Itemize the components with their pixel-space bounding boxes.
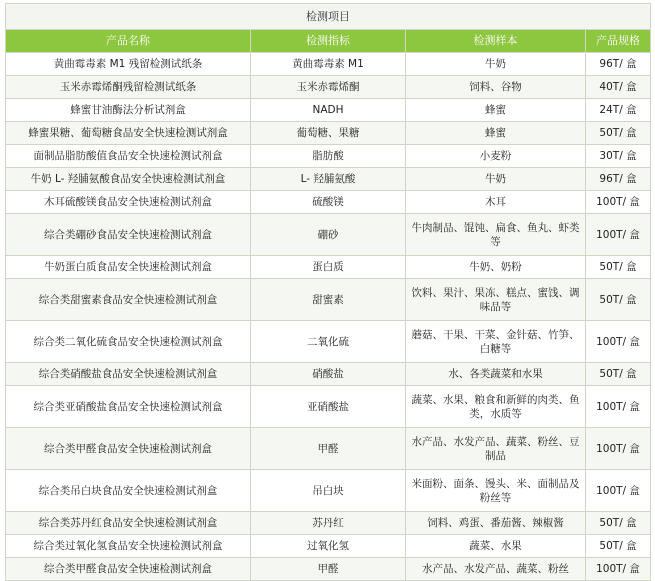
test-sample-cell: 木耳: [406, 191, 586, 214]
product-name-cell: 综合类亚硝酸盐食品安全快速检测试剂盒: [6, 386, 251, 428]
test-index-cell: 苏丹红: [251, 512, 406, 535]
table-row: [6, 76, 651, 99]
table-row: [6, 279, 651, 321]
table-row: [6, 535, 651, 558]
test-index-cell: L- 羟脯氨酸: [251, 168, 406, 191]
test-index-cell: 二氧化硫: [251, 321, 406, 363]
product-name-cell: 综合类二氧化硫食品安全快速检测试剂盒: [6, 321, 251, 363]
test-index-cell: 蛋白质: [251, 256, 406, 279]
product-spec-cell: 30T/ 盒: [586, 145, 651, 168]
test-sample-cell: 蘑菇、干果、干菜、金针菇、竹笋、白糖等: [406, 321, 586, 363]
test-index-cell: 过氧化氢: [251, 535, 406, 558]
table-row: [6, 256, 651, 279]
product-spec-cell: 100T/ 盒: [586, 428, 651, 470]
product-name-cell: 木耳硫酸镁食品安全快速检测试剂盒: [6, 191, 251, 214]
product-name-cell: 综合类硼砂食品安全快速检测试剂盒: [6, 214, 251, 256]
test-index-cell: NADH: [251, 99, 406, 122]
product-name-cell: 综合类硝酸盐食品安全快速检测试剂盒: [6, 363, 251, 386]
product-spec-cell: 100T/ 盒: [586, 386, 651, 428]
product-name-cell: 综合类吊白块食品安全快速检测试剂盒: [6, 470, 251, 512]
product-spec-cell: 96T/ 盒: [586, 53, 651, 76]
test-sample-cell: 米面粉、面条、馒头、米、面制品及粉丝等: [406, 470, 586, 512]
test-sample-cell: 蜂蜜: [406, 122, 586, 145]
column-header-test-index: 检测指标: [251, 30, 406, 53]
test-sample-cell: 牛肉制品、馄饨、扁食、鱼丸、虾类等: [406, 214, 586, 256]
product-spec-cell: 50T/ 盒: [586, 256, 651, 279]
table-row: [6, 363, 651, 386]
product-name-cell: 综合类苏丹红食品安全快速检测试剂盒: [6, 512, 251, 535]
column-header-test-sample: 检测样本: [406, 30, 586, 53]
product-name-cell: 黄曲霉毒素 M1 残留检测试纸条: [6, 53, 251, 76]
table-row: [6, 145, 651, 168]
test-sample-cell: 牛奶、奶粉: [406, 256, 586, 279]
product-spec-cell: 50T/ 盒: [586, 122, 651, 145]
test-index-cell: 脂肪酸: [251, 145, 406, 168]
product-name-cell: 牛奶蛋白质食品安全快速检测试剂盒: [6, 256, 251, 279]
table-row: [6, 470, 651, 512]
product-name-cell: 综合类甲醛食品安全快速检测试剂盒: [6, 428, 251, 470]
test-index-cell: 亚硝酸盐: [251, 386, 406, 428]
product-spec-cell: 100T/ 盒: [586, 470, 651, 512]
product-name-cell: 蜂蜜甘油酶法分析试剂盒: [6, 99, 251, 122]
product-name-cell: 综合类甲醛食品安全快速检测试剂盒: [6, 558, 251, 581]
test-index-cell: 吊白块: [251, 470, 406, 512]
table-row: [6, 122, 651, 145]
test-sample-cell: 水、各类蔬菜和水果: [406, 363, 586, 386]
product-spec-cell: 100T/ 盒: [586, 214, 651, 256]
product-spec-cell: 96T/ 盒: [586, 168, 651, 191]
detection-items-table: [5, 3, 651, 581]
table-row: [6, 214, 651, 256]
product-name-cell: 玉米赤霉烯酮残留检测试纸条: [6, 76, 251, 99]
test-sample-cell: 饲料、鸡蛋、番茄酱、辣椒酱: [406, 512, 586, 535]
test-index-cell: 甲醛: [251, 558, 406, 581]
test-sample-cell: 水产品、水发产品、蔬菜、粉丝: [406, 558, 586, 581]
test-sample-cell: 蔬菜、水果、粮食和新鲜的肉类、鱼类，水质等: [406, 386, 586, 428]
table-row: [6, 53, 651, 76]
column-header-product-spec: 产品规格: [586, 30, 651, 53]
test-index-cell: 硫酸镁: [251, 191, 406, 214]
test-sample-cell: 小麦粉: [406, 145, 586, 168]
test-sample-cell: 饮料、果汁、果冻、糕点、蜜饯、调味品等: [406, 279, 586, 321]
table-row: [6, 386, 651, 428]
product-spec-cell: 50T/ 盒: [586, 279, 651, 321]
product-spec-cell: 50T/ 盒: [586, 363, 651, 386]
product-spec-cell: 40T/ 盒: [586, 76, 651, 99]
test-sample-cell: 蜂蜜: [406, 99, 586, 122]
product-spec-cell: 50T/ 盒: [586, 512, 651, 535]
test-index-cell: 甜蜜素: [251, 279, 406, 321]
product-name-cell: 综合类甜蜜素食品安全快速检测试剂盒: [6, 279, 251, 321]
test-index-cell: 玉米赤霉烯酮: [251, 76, 406, 99]
detection-items-table-wrapper: [5, 3, 650, 581]
test-index-cell: 硝酸盐: [251, 363, 406, 386]
product-spec-cell: 100T/ 盒: [586, 191, 651, 214]
product-name-cell: 牛奶 L- 羟脯氨酸食品安全快速检测试剂盒: [6, 168, 251, 191]
table-row: [6, 512, 651, 535]
table-title: 检测项目: [6, 4, 651, 30]
test-sample-cell: 饲料、谷物: [406, 76, 586, 99]
table-row: [6, 99, 651, 122]
test-index-cell: 硼砂: [251, 214, 406, 256]
table-row: [6, 321, 651, 363]
test-index-cell: 黄曲霉毒素 M1: [251, 53, 406, 76]
product-spec-cell: 100T/ 盒: [586, 321, 651, 363]
test-sample-cell: 牛奶: [406, 53, 586, 76]
test-sample-cell: 水产品、水发产品、蔬菜、粉丝、豆制品: [406, 428, 586, 470]
test-sample-cell: 牛奶: [406, 168, 586, 191]
test-sample-cell: 蔬菜、水果: [406, 535, 586, 558]
product-name-cell: 蜂蜜果糖、葡萄糖食品安全快速检测试剂盒: [6, 122, 251, 145]
table-row: [6, 168, 651, 191]
product-spec-cell: 50T/ 盒: [586, 535, 651, 558]
table-row: [6, 191, 651, 214]
test-index-cell: 葡萄糖、果糖: [251, 122, 406, 145]
test-index-cell: 甲醛: [251, 428, 406, 470]
table-row: [6, 428, 651, 470]
product-spec-cell: 24T/ 盒: [586, 99, 651, 122]
table-row: [6, 558, 651, 581]
product-name-cell: 综合类过氧化氢食品安全快速检测试剂盒: [6, 535, 251, 558]
column-header-product-name: 产品名称: [6, 30, 251, 53]
product-spec-cell: 100T/ 盒: [586, 558, 651, 581]
table-body: [6, 53, 651, 581]
product-name-cell: 面制品脂肪酸值食品安全快速检测试剂盒: [6, 145, 251, 168]
